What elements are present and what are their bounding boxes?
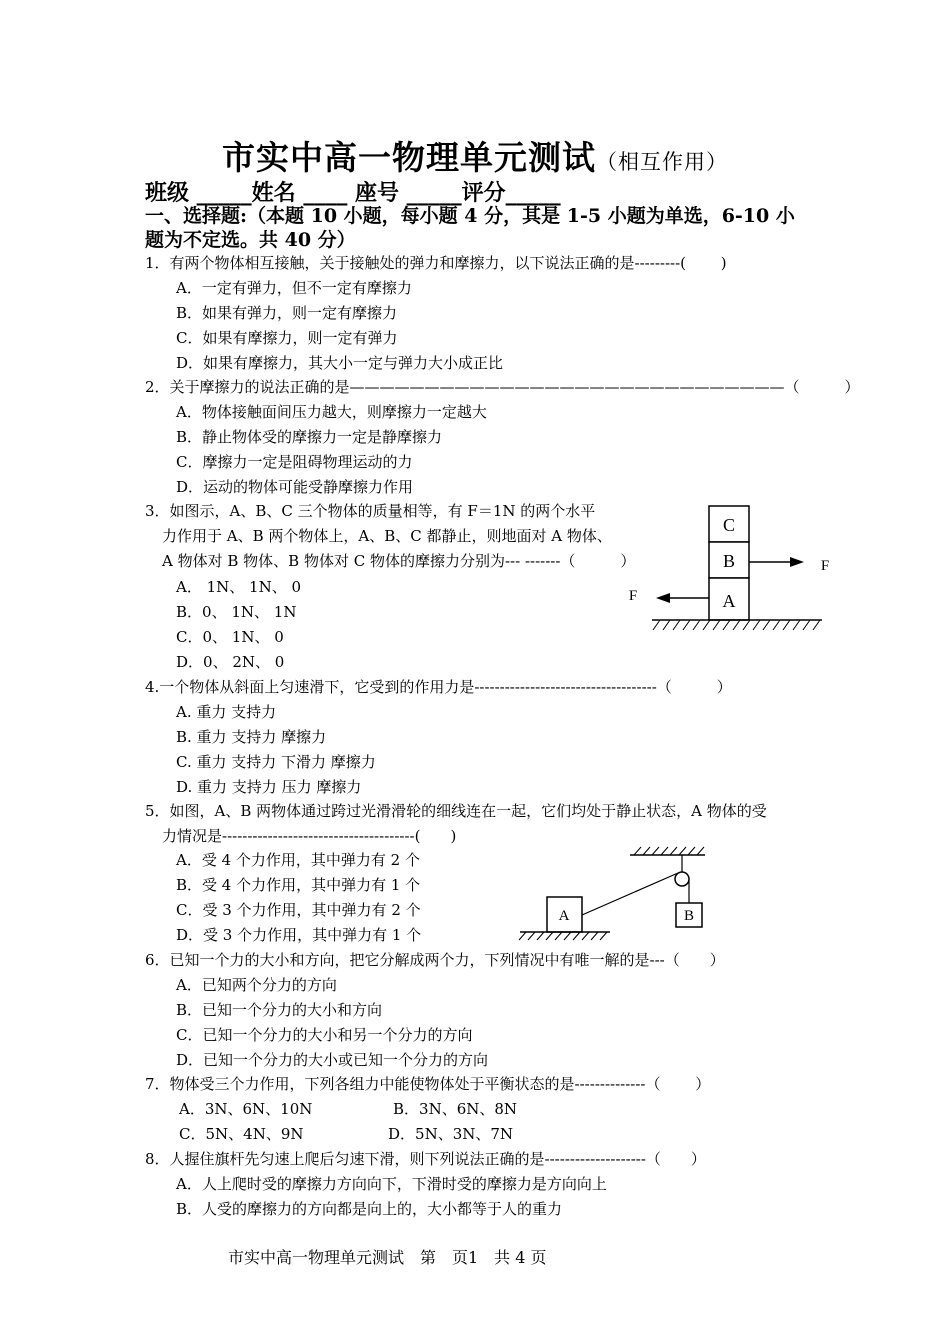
q3-stem-line3: A 物体对 B 物体、B 物体对 C 物体的摩擦力分别为--- -------（ ） — [162, 552, 636, 570]
q2-option-c: C．摩擦力一定是阻碍物理运动的力 — [176, 453, 413, 471]
page-footer: 市实中高一物理单元测试 第 页1 共 4 页 — [228, 1248, 547, 1267]
block-a-label: A — [558, 908, 570, 924]
q7-option-d: D．5N、3N、7N — [388, 1125, 514, 1143]
q5-pulley-figure — [510, 845, 720, 945]
block-b-label: B — [683, 908, 695, 924]
q5-option-a: A．受 4 个力作用，其中弹力有 2 个 — [176, 851, 420, 869]
q5-option-b: B．受 4 个力作用，其中弹力有 1 个 — [176, 876, 421, 894]
q6-stem: 6．已知一个力的大小和方向，把它分解成两个力，下列情况中有唯一解的是---（ ） — [145, 951, 725, 969]
q3-stem-line1: 3．如图示，A、B、C 三个物体的质量相等，有 F＝1N 的两个水平 — [145, 502, 596, 520]
ground-hatch — [653, 620, 820, 630]
q1-option-c: C．如果有摩擦力，则一定有弹力 — [176, 329, 398, 347]
q7-option-b: B．3N、6N、8N — [393, 1100, 518, 1118]
section-heading-line1: 一、选择题:（本题 10 小题，每小题 4 分，其是 1-5 小题为单选，6-10 小 — [145, 205, 795, 227]
q3-option-c: C．0、 1N、 0 — [176, 628, 284, 646]
q5-stem-line2: 力情况是--------------------------------------( ) — [162, 827, 457, 845]
q1-option-b: B．如果有弹力，则一定有摩擦力 — [176, 304, 398, 322]
q8-stem: 8．人握住旗杆先匀速上爬后匀速下滑，则下列说法正确的是--------------------（ ） — [145, 1150, 706, 1168]
q2-option-b: B．静止物体受的摩擦力一定是静摩擦力 — [176, 428, 443, 446]
block-b-label: B — [722, 551, 736, 571]
q6-option-d: D．已知一个分力的大小或已知一个分力的方向 — [176, 1051, 489, 1069]
q5-option-d: D．受 3 个力作用，其中弹力有 1 个 — [176, 926, 422, 944]
q1-stem: 1．有两个物体相互接触，关于接触处的弹力和摩擦力，以下说法正确的是---------( ) — [145, 254, 727, 272]
block-c-label: C — [722, 515, 736, 535]
force-right-label: F — [820, 558, 830, 574]
ceiling-hatch — [634, 847, 704, 855]
arrowhead-right — [790, 557, 804, 567]
q2-option-d: D．运动的物体可能受静摩擦力作用 — [176, 478, 414, 496]
q6-option-c: C．已知一个分力的大小和另一个分力的方向 — [176, 1026, 473, 1044]
ground-hatch — [519, 932, 607, 940]
q4-option-b: B. 重力 支持力 摩擦力 — [176, 728, 327, 746]
force-left-label: F — [628, 588, 638, 604]
q7-stem: 7．物体受三个力作用，下列各组力中能使物体处于平衡状态的是--------------（ ） — [145, 1075, 711, 1093]
q4-option-d: D. 重力 支持力 压力 摩擦力 — [176, 778, 362, 796]
q4-stem: 4.一个物体从斜面上匀速滑下，它受到的作用力是------------------------------------（ ） — [145, 678, 732, 696]
q2-stem: 2．关于摩擦力的说法正确的是—————————————————————————————（ ） — [145, 378, 860, 396]
q1-option-d: D．如果有摩擦力，其大小一定与弹力大小成正比 — [176, 354, 504, 372]
q2-option-a: A．物体接触面间压力越大，则摩擦力一定越大 — [176, 403, 487, 421]
q6-option-a: A．已知两个分力的方向 — [176, 976, 337, 994]
q1-option-a: A．一定有弹力，但不一定有摩擦力 — [176, 279, 412, 297]
q8-option-a: A．人上爬时受的摩擦力方向向下，下滑时受的摩擦力是方向向上 — [176, 1175, 607, 1193]
q8-option-b: B．人受的摩擦力的方向都是向上的，大小都等于人的重力 — [176, 1200, 563, 1218]
q3-option-b: B．0、 1N、 1N — [176, 603, 297, 621]
title-main: 市实中高一物理单元测试 — [222, 138, 596, 177]
q5-stem-line1: 5．如图，A、B 两物体通过跨过光滑滑轮的细线连在一起，它们均处于静止状态，A 物体的受 — [145, 802, 767, 820]
q3-stacked-blocks-figure — [628, 500, 840, 640]
q3-stem-line2: 力作用于 A、B 两个物体上，A、B、C 都静止，则地面对 A 物体、 — [162, 527, 612, 545]
string-to-a — [582, 873, 678, 915]
block-a-label: A — [722, 591, 736, 611]
q7-option-c: C．5N、4N、9N — [179, 1125, 304, 1143]
section-heading-line2: 题为不定选。共 40 分） — [145, 229, 356, 251]
arrowhead-left — [656, 593, 670, 603]
pulley — [675, 872, 689, 886]
q6-option-b: B．已知一个分力的大小和方向 — [176, 1001, 383, 1019]
page-title — [0, 132, 950, 179]
student-info-line: 班级 _____姓名 ____ 座号 _____评分_____ — [145, 180, 561, 206]
q5-option-c: C．受 3 个力作用，其中弹力有 2 个 — [176, 901, 421, 919]
q7-option-a: A．3N、6N、10N — [179, 1100, 313, 1118]
title-subtitle: （相互作用） — [596, 150, 728, 174]
q3-option-a: A． 1N、 1N、 0 — [176, 578, 302, 596]
q4-option-c: C. 重力 支持力 下滑力 摩擦力 — [176, 753, 376, 771]
q4-option-a: A. 重力 支持力 — [176, 703, 277, 721]
q3-option-d: D．0、 2N、 0 — [176, 653, 285, 671]
